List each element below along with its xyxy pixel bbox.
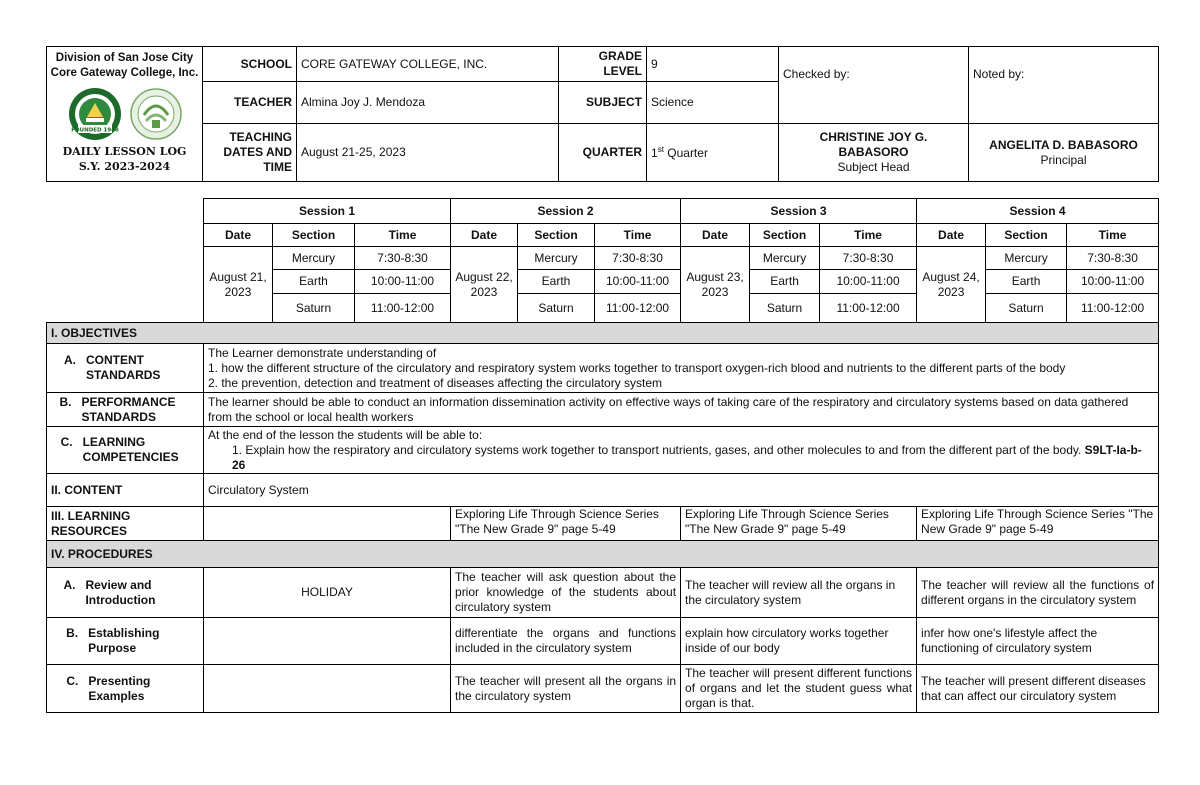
session-1-title: Session 1 (204, 199, 451, 224)
learning-competencies-item (208, 443, 1154, 473)
time-cell: 11:00-12:00 (1067, 294, 1159, 323)
content-value: Circulatory System (204, 474, 1159, 507)
time-cell: 7:30-8:30 (820, 247, 917, 270)
examples-session-2: The teacher will present all the organs in the circulatory system (451, 665, 681, 713)
noted-by-text: Noted by: (973, 67, 1025, 81)
review-introduction-label (47, 568, 204, 618)
time-cell: 7:30-8:30 (1067, 247, 1159, 270)
section-cell: Mercury (273, 247, 355, 270)
empty-corner-2 (47, 224, 204, 247)
school-value: CORE GATEWAY COLLEGE, INC. (297, 47, 559, 82)
school-identity-cell (47, 47, 203, 182)
subject-value: Science (647, 82, 779, 124)
section-cell: Mercury (518, 247, 595, 270)
session-1-date: August 21, 2023 (204, 247, 273, 323)
establishing-purpose-label (47, 618, 204, 665)
division-name: Division of San Jose City (55, 52, 194, 64)
teacher-label: TEACHER (203, 82, 297, 124)
resources-session-1 (204, 507, 451, 541)
principal-role: Principal (1040, 152, 1087, 167)
checked-by-signature (779, 124, 969, 182)
empty-corner (47, 199, 204, 224)
school-emblem-logo (130, 87, 182, 141)
label-text: Establishing Purpose (88, 626, 160, 655)
grade-level-label: GRADE LEVEL (559, 47, 647, 82)
learning-competencies-intro: At the end of the lesson the students will be able to: (208, 427, 483, 442)
subject-label: SUBJECT (559, 82, 647, 124)
empty-corner-5 (47, 294, 204, 323)
session-4-title: Session 4 (917, 199, 1159, 224)
examples-session-3: The teacher will present different functions of organs and let the student guess what organ is that. (681, 665, 917, 713)
content-standards-label (47, 344, 204, 393)
section-cell: Saturn (518, 294, 595, 323)
performance-standards-label (47, 393, 204, 427)
subject-head-name: CHRISTINE JOY G. BABASORO (819, 130, 928, 159)
time-cell: 7:30-8:30 (595, 247, 681, 270)
session-2-date: August 22, 2023 (451, 247, 518, 323)
time-header: Time (1067, 224, 1159, 247)
date-header: Date (681, 224, 750, 247)
empty-corner-4 (47, 270, 204, 294)
section-cell: Earth (986, 270, 1067, 294)
teaching-dates-label: TEACHING DATES AND TIME (203, 124, 297, 182)
label-text: Review and Introduction (85, 577, 156, 607)
objectives-heading: I. OBJECTIVES (47, 323, 1159, 344)
purpose-session-2: differentiate the organs and functions included in the circulatory system (451, 618, 681, 665)
review-session-2: The teacher will ask question about the prior knowledge of the students about circulatory system (451, 568, 681, 618)
label-letter: C. (60, 435, 73, 449)
review-session-1: HOLIDAY (204, 568, 451, 618)
section-header: Section (518, 224, 595, 247)
quarter-number: 1 (651, 145, 658, 160)
section-cell: Mercury (750, 247, 820, 270)
section-cell: Saturn (986, 294, 1067, 323)
content-standards-item-1: 1. how the different structure of the circulatory and respiratory system works together to transport oxygen-rich blood and nutrients to the different parts of the body (208, 360, 1066, 375)
review-session-4: The teacher will review all the functions of different organs in the circulatory system (917, 568, 1159, 618)
time-header: Time (355, 224, 451, 247)
section-header: Section (986, 224, 1067, 247)
time-cell: 11:00-12:00 (595, 294, 681, 323)
section-cell: Earth (518, 270, 595, 294)
section-cell: Saturn (750, 294, 820, 323)
content-standards-text (204, 344, 1159, 393)
purpose-session-4: infer how one's lifestyle affect the functioning of circulatory system (917, 618, 1159, 665)
checked-by-label (779, 47, 969, 124)
school-year: S.Y. 2023-2024 (78, 159, 171, 173)
time-cell: 10:00-11:00 (1067, 270, 1159, 294)
checked-by-text: Checked by: (783, 67, 850, 81)
date-header: Date (204, 224, 273, 247)
quarter-suffix: st (657, 144, 664, 154)
noted-by-label (969, 47, 1159, 124)
quarter-label: QUARTER (559, 124, 647, 182)
review-session-3: The teacher will review all the organs in the circulatory system (681, 568, 917, 618)
time-header: Time (595, 224, 681, 247)
lesson-log-table (46, 198, 1159, 713)
section-cell: Mercury (986, 247, 1067, 270)
label-letter: A. (63, 353, 76, 367)
header-table (46, 46, 1159, 182)
session-2-title: Session 2 (451, 199, 681, 224)
competency-text: 1. Explain how the respiratory and circulatory systems work together to transport nutrients, gases, and other molecules to and from the different part of the body. (232, 442, 1082, 457)
competency-code: S9LT-Ia-b-26 (232, 442, 1142, 472)
resources-session-2: Exploring Life Through Science Series "The New Grade 9" page 5-49 (451, 507, 681, 541)
label-text: PERFORMANCE STANDARDS (81, 394, 176, 424)
examples-session-4: The teacher will present different diseases that can affect our circulatory system (917, 665, 1159, 713)
teaching-dates-value: August 21-25, 2023 (297, 124, 559, 182)
label-letter: C. (66, 673, 79, 688)
resources-session-3: Exploring Life Through Science Series "The New Grade 9" page 5-49 (681, 507, 917, 541)
section-header: Section (273, 224, 355, 247)
empty-corner-3 (47, 247, 204, 270)
presenting-examples-label (47, 665, 204, 713)
college-seal-logo (68, 87, 122, 141)
seal-founded-text: FOUNDED 1948 (70, 127, 119, 134)
time-header: Time (820, 224, 917, 247)
learning-resources-heading: III. LEARNING RESOURCES (47, 507, 204, 541)
time-cell: 10:00-11:00 (595, 270, 681, 294)
date-header: Date (451, 224, 518, 247)
section-cell: Earth (273, 270, 355, 294)
quarter-word: Quarter (663, 145, 708, 160)
college-name: Core Gateway College, Inc. (50, 66, 199, 79)
time-cell: 7:30-8:30 (355, 247, 451, 270)
session-4-date: August 24, 2023 (917, 247, 986, 323)
label-text: CONTENT STANDARDS (85, 353, 161, 382)
time-cell: 11:00-12:00 (820, 294, 917, 323)
principal-name: ANGELITA D. BABASORO (989, 137, 1138, 152)
session-3-title: Session 3 (681, 199, 917, 224)
quarter-value (647, 124, 779, 182)
subject-head-role: Subject Head (837, 160, 910, 174)
performance-standards-text: The learner should be able to conduct an information dissemination activity on effective ways of taking care of the respiratory and circulatory systems based on data gathered from the school or local health workers (204, 393, 1159, 427)
grade-level-value: 9 (647, 47, 779, 82)
examples-session-1 (204, 665, 451, 713)
label-text: Presenting Examples (88, 673, 151, 703)
section-cell: Earth (750, 270, 820, 294)
purpose-session-1 (204, 618, 451, 665)
content-heading: II. CONTENT (47, 474, 204, 507)
date-header: Date (917, 224, 986, 247)
teacher-value: Almina Joy J. Mendoza (297, 82, 559, 124)
label-text: LEARNING COMPETENCIES (82, 435, 179, 464)
learning-competencies-label (47, 427, 204, 474)
daily-lesson-log-title: DAILY LESSON LOG (62, 144, 187, 158)
learning-competencies-text (204, 427, 1159, 474)
school-label: SCHOOL (203, 47, 297, 82)
section-cell: Saturn (273, 294, 355, 323)
section-header: Section (750, 224, 820, 247)
content-standards-item-2: 2. the prevention, detection and treatment of diseases affecting the circulatory system (208, 375, 663, 390)
resources-session-4: Exploring Life Through Science Series "The New Grade 9" page 5-49 (917, 507, 1159, 541)
label-letter: B. (66, 626, 79, 640)
noted-by-signature (969, 124, 1159, 182)
content-standards-intro: The Learner demonstrate understanding of (208, 345, 437, 360)
purpose-session-3: explain how circulatory works together inside of our body (681, 618, 917, 665)
label-letter: B. (59, 394, 72, 409)
time-cell: 10:00-11:00 (355, 270, 451, 294)
session-3-date: August 23, 2023 (681, 247, 750, 323)
label-letter: A. (63, 577, 76, 592)
time-cell: 11:00-12:00 (355, 294, 451, 323)
procedures-heading: IV. PROCEDURES (47, 541, 1159, 568)
time-cell: 10:00-11:00 (820, 270, 917, 294)
